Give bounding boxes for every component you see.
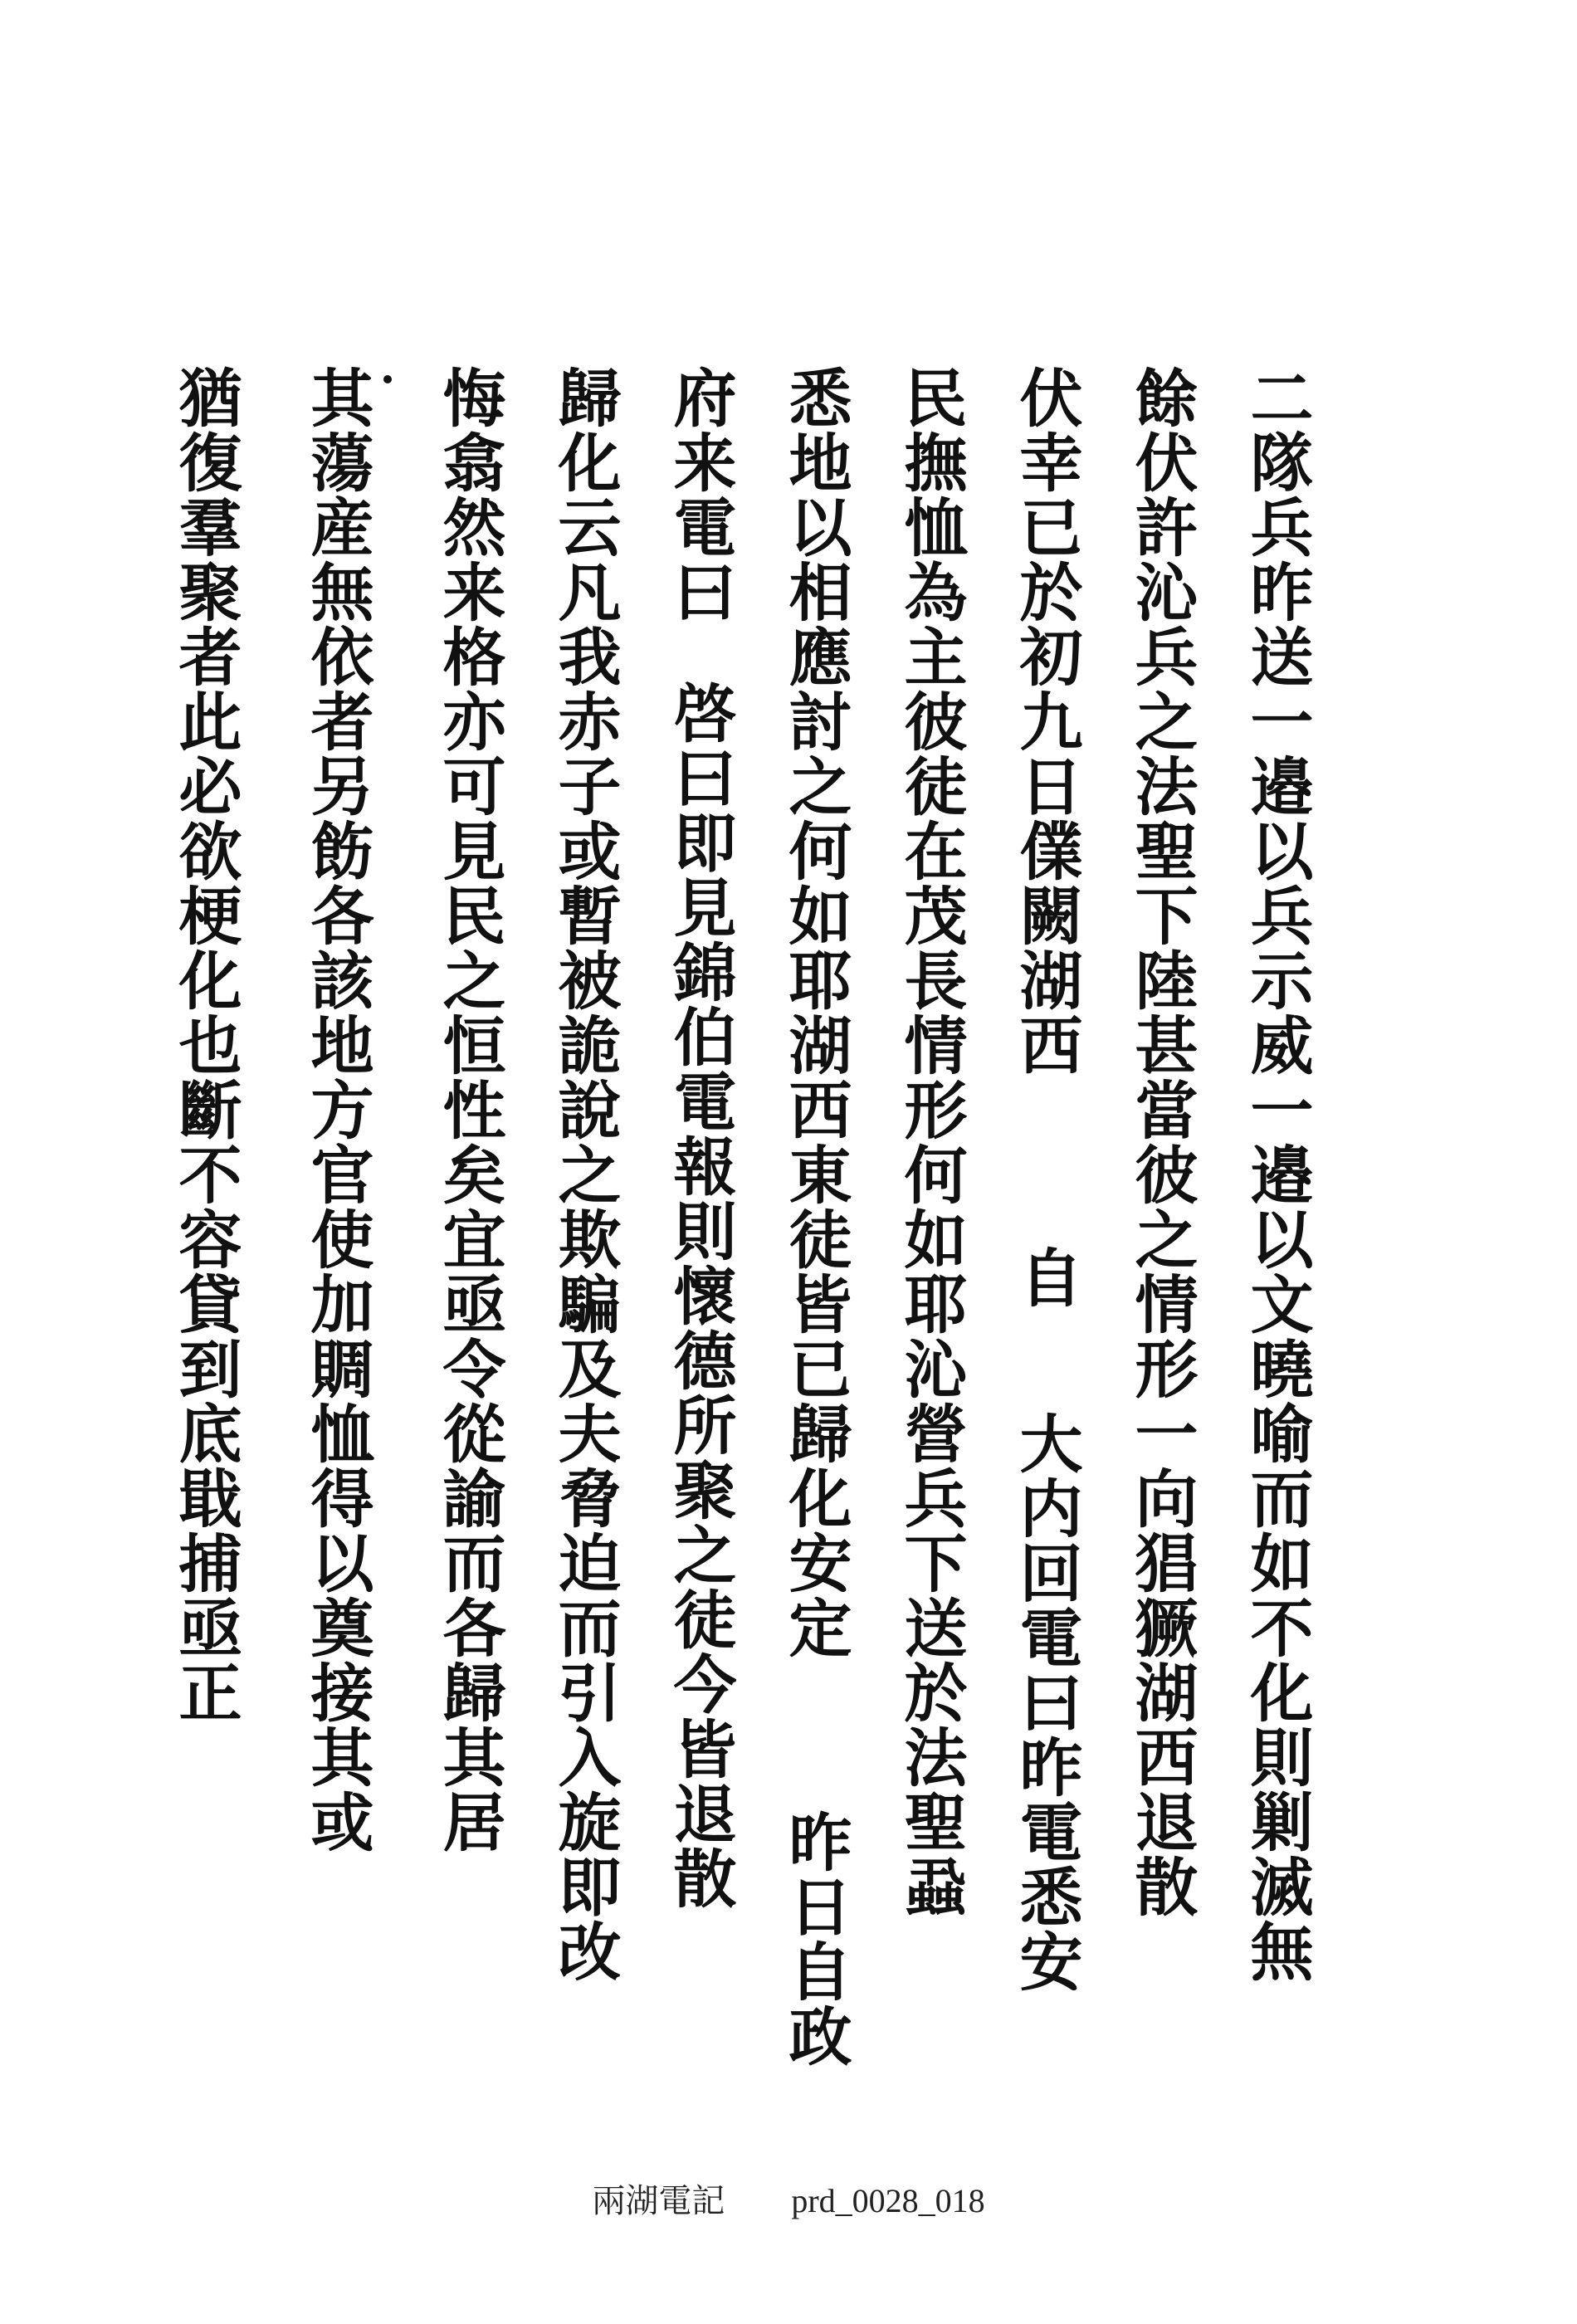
- text-column-7: 歸化云凡我赤子或暫被詭說之欺騙及夫脅迫而引入旋即改: [548, 365, 622, 1984]
- text-column-8: 悔翕然来格亦可見民之恒性矣宜亟令從諭而各歸其居: [432, 365, 506, 1854]
- footer-code: prd_0028_018: [791, 2182, 985, 2219]
- text-column-6b: 啓曰即見錦伯電報則懷德所聚之徒今皆退散: [663, 681, 737, 1911]
- text-column-3b: 自: [1009, 1245, 1083, 1310]
- text-column-10: 猶復羣聚者此必欲梗化也斷不容貸到底戢捕亟正: [168, 365, 242, 1725]
- text-column-6: 府来電曰: [663, 365, 737, 624]
- text-column-2: 餘伏許沁兵之法聖下陸甚當彼之情形一向猖獗湖西退散: [1125, 365, 1199, 1919]
- text-column-9: 其蕩産無依者另飭各該地方官使加賙恤得以奠接其或: [300, 365, 374, 1854]
- margin-dot-mark: [383, 375, 392, 383]
- footer-title: 兩湖電記: [592, 2182, 725, 2219]
- text-column-5: 悉地以相應討之何如耶湖西東徒皆已歸化安定: [779, 365, 852, 1660]
- text-column-5b: 昨日自政: [779, 1809, 852, 2068]
- text-column-3: 伏幸已於初九日㒒闕湖西: [1009, 365, 1083, 1077]
- text-column-3c: 大内回電曰昨電悉安: [1009, 1411, 1083, 1994]
- text-column-1: 二隊兵昨送一邉以兵示威一邉以文曉喻而如不化則剿滅無: [1240, 365, 1314, 1984]
- page-footer: [0, 2175, 1577, 2222]
- text-column-4: 民撫恤為主彼徒在茂長情形何如耶沁營兵下送於法聖蝨: [894, 365, 968, 1919]
